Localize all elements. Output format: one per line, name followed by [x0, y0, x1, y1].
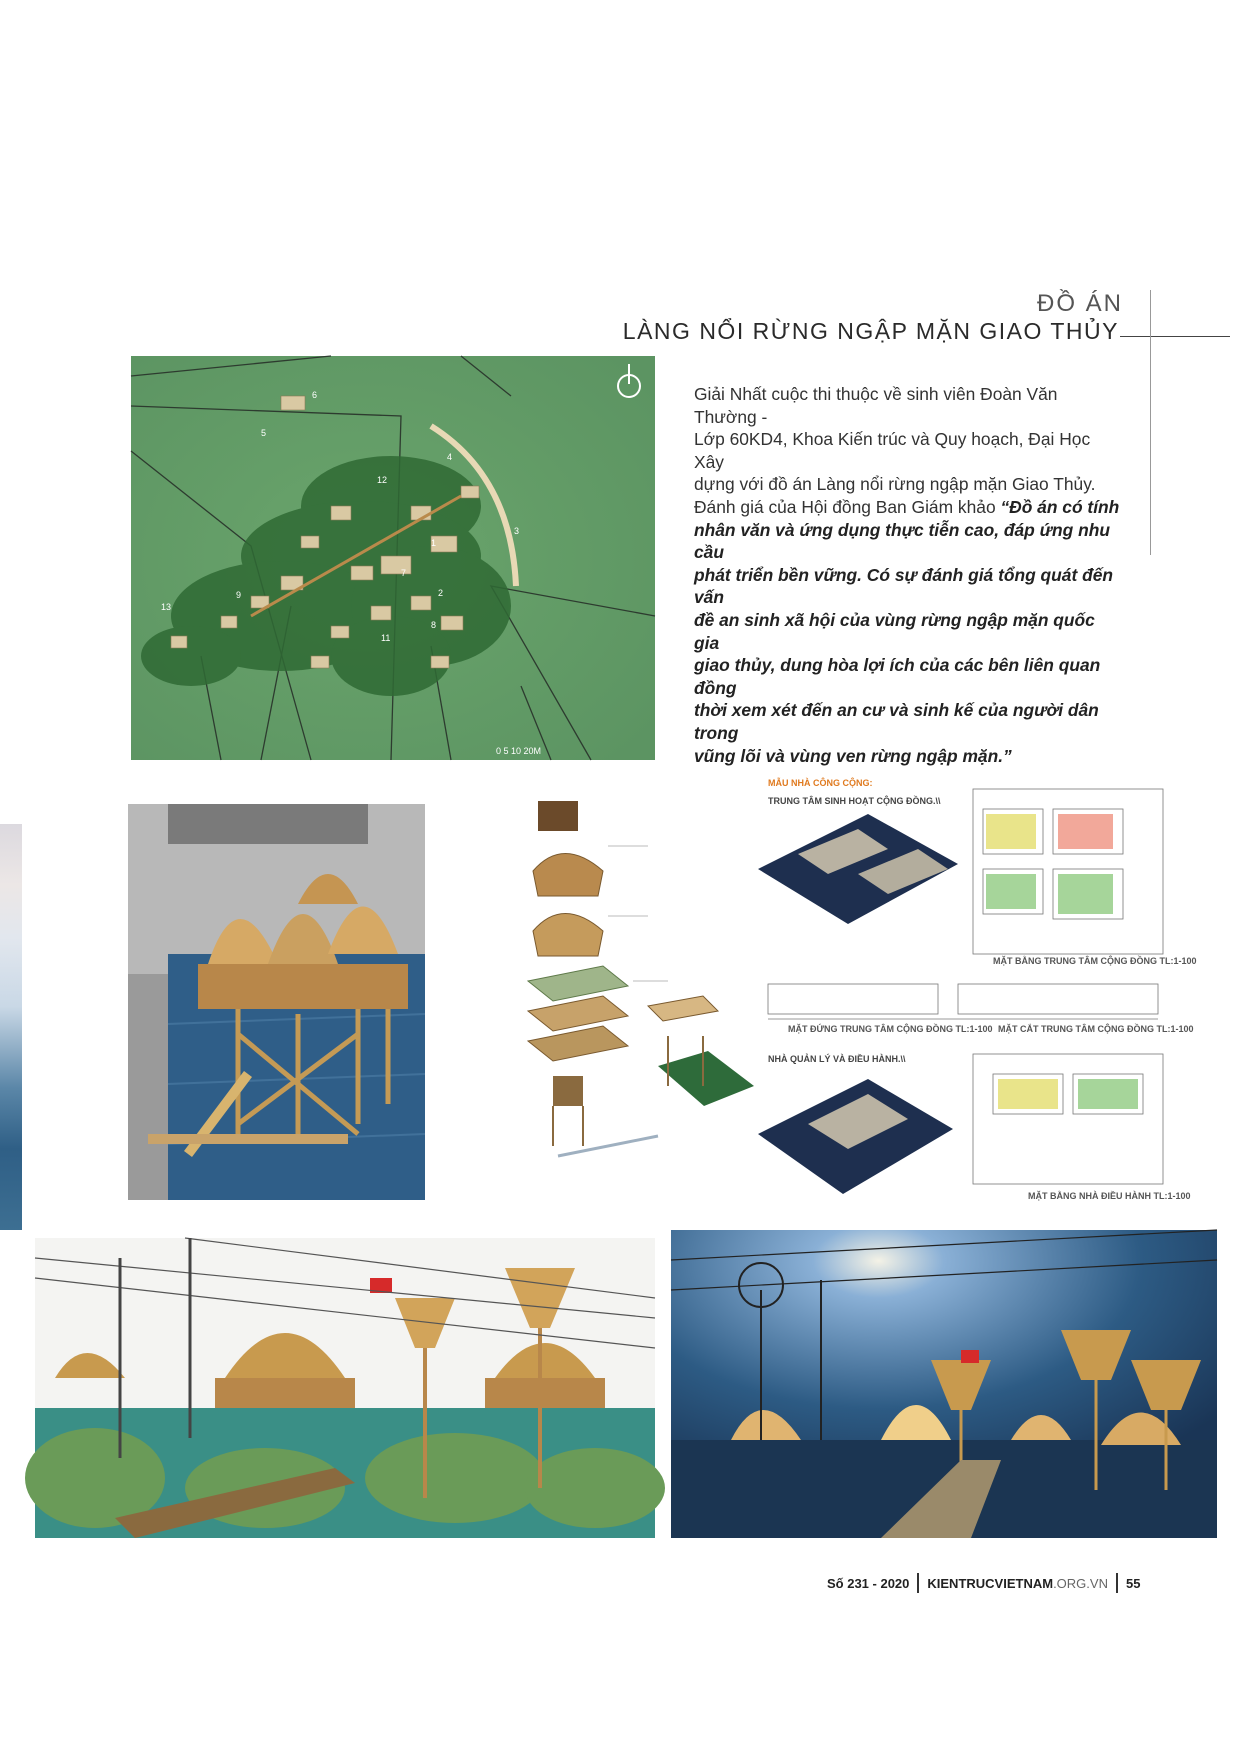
plan-number: 7 [401, 568, 407, 578]
intro-line: dựng với đồ án Làng nổi rừng ngập mặn Giao Thủy. [694, 474, 1096, 495]
public-building-panel [758, 774, 1197, 1204]
plan-number: 11 [381, 633, 391, 643]
footer-divider [1116, 1573, 1118, 1593]
jury-quote: “Đồ án có tính [1000, 496, 1120, 517]
issue-number: Số 231 - 2020 [827, 1575, 910, 1591]
plan-number: 8 [431, 620, 437, 630]
jury-quote: phát triển bền vững. Có sự đánh giá tổng quát đến vấn [694, 564, 1114, 608]
plan-number: 3 [514, 526, 520, 536]
jury-quote: thời xem xét đến an cư và sinh kế của người dân trong [694, 700, 1099, 743]
page-number: 55 [1125, 1575, 1141, 1591]
publication-domain: .ORG.VN [1053, 1575, 1108, 1591]
stilt-house-render [128, 804, 425, 1200]
plan-number: 9 [236, 590, 242, 600]
section-kicker: ĐỒ ÁN [1036, 290, 1123, 317]
title-rule [1120, 336, 1230, 337]
plan-number: 5 [261, 428, 267, 438]
article-intro [694, 383, 1124, 767]
masterplan-image [131, 356, 655, 760]
page-title: LÀNG NỔI RỪNG NGẬP MẶN GIAO THỦY [622, 318, 1119, 344]
publication-brand: KIENTRUCVIETNAM [927, 1575, 1054, 1591]
footer-divider [917, 1573, 919, 1593]
section-caption: MẶT CẮT TRUNG TÂM CỘNG ĐỒNG TL:1-100 [998, 1024, 1194, 1034]
intro-line: Giải Nhất cuộc thi thuộc về sinh viên Đoàn Văn Thường - [694, 384, 1058, 427]
plan-number: 6 [312, 390, 318, 400]
plan-number: 12 [377, 475, 388, 485]
intro-line: Đánh giá của Hội đồng Ban Giám khảo [694, 496, 1001, 517]
jury-quote: vũng lõi và vùng ven rừng ngập mặn.” [694, 745, 1012, 766]
plan-caption: MẶT BẰNG NHÀ ĐIỀU HÀNH TL:1-100 [1028, 1191, 1191, 1201]
exploded-axonometric [508, 796, 754, 1174]
village-night-render [671, 1230, 1217, 1538]
panel-heading: MẪU NHÀ CÔNG CỘNG: [768, 778, 873, 788]
jury-quote: đề an sinh xã hội của vùng rừng ngập mặn quốc gia [694, 609, 1095, 653]
village-day-render [35, 1238, 655, 1538]
panel-subheading: NHÀ QUẢN LÝ VÀ ĐIỀU HÀNH.\\ [768, 1054, 906, 1064]
scale-bar: 0 5 10 20M [496, 746, 542, 756]
vertical-rule [1150, 290, 1151, 555]
plan-number: 2 [438, 588, 444, 598]
jury-quote: giao thủy, dung hòa lợi ích của các bên liên quan đồng [694, 655, 1101, 698]
jury-quote: nhân văn và ứng dụng thực tiễn cao, đáp ứng nhu cầu [694, 519, 1110, 563]
page-footer [827, 1573, 1140, 1593]
plan-number: 4 [447, 452, 453, 462]
edge-photo-strip [0, 824, 22, 1230]
elevation-caption: MẶT ĐỨNG TRUNG TÂM CỘNG ĐỒNG TL:1-100 [788, 1024, 993, 1034]
plan-caption: MẶT BẰNG TRUNG TÂM CỘNG ĐỒNG TL:1-100 [993, 956, 1197, 966]
plan-number: 1 [431, 538, 437, 548]
panel-subheading: TRUNG TÂM SINH HOẠT CỘNG ĐỒNG.\\ [768, 796, 941, 806]
plan-number: 13 [161, 602, 172, 612]
intro-line: Lớp 60KD4, Khoa Kiến trúc và Quy hoạch, Đại Học Xây [694, 429, 1091, 472]
